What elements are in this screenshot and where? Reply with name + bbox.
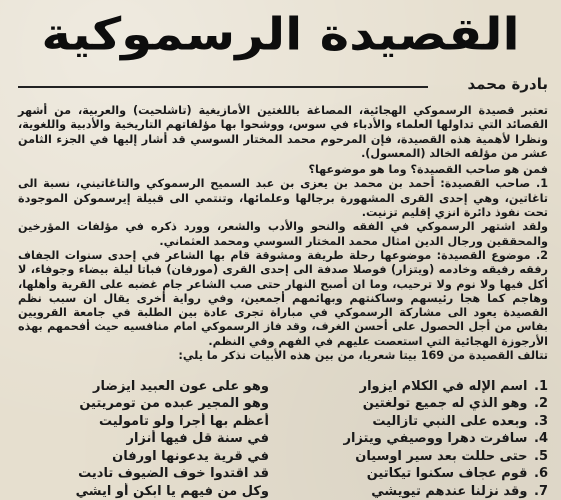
verse-text: وبعده على النبي تازاليت <box>372 413 528 429</box>
byline-rule <box>18 86 428 88</box>
verse-text: حتى حللت بعد سير اوسيان <box>355 448 528 464</box>
verse-text: وهو الذي له جميع تولغتين <box>362 396 528 412</box>
verse-text: اسم الإله في الكلام ايزوار <box>359 379 528 394</box>
verse-right-1 <box>297 378 548 395</box>
verse-text: سافرت دهرا ووصيفي ويتزار <box>343 431 528 447</box>
fame-paragraph: ولقد اشتهر الرسموكي في الفقه والنحو والأدب والشعر، وورد ذكره في مؤلفات المؤرخين والمحققين ورجال الدين امثال محمد المختار السوسي ومحمد العثماني. <box>18 220 548 248</box>
verse-left-2 <box>18 395 269 412</box>
verse-right-5 <box>297 448 548 465</box>
question-line: فمن هو صاحب القصيدة؟ وما هو موضوعها؟ <box>308 163 548 177</box>
author-section-paragraph: 1. صاحب القصيدة: أحمد بن محمد بن يعزى بن عبد السميح الرسموكي والتاغاتيني، نسبة الى تاغاتين، وهي إحدى القرى المشهورة برجالها وعلمائها، وتنتمي الى قبيلة إيرسموكن الموجودة تحت نفوذ دائرة انزي إقليم تزنيت. <box>18 177 548 220</box>
verse-number: 4. <box>534 431 548 447</box>
verse-right-7 <box>297 483 548 500</box>
verse-text: قوم عجاف سكنوا تيكاتين <box>366 466 528 482</box>
verse-left-6 <box>18 465 269 482</box>
verse-text: وكل من فيهم يا ابكن أو ايشي <box>75 483 269 499</box>
verse-number: 1. <box>534 379 548 394</box>
byline-row <box>18 72 548 98</box>
verse-number: 3. <box>534 413 548 429</box>
verse-left-5 <box>18 448 269 465</box>
article-body <box>18 104 548 363</box>
verse-text: في سنة قل فيها أنزار <box>126 431 269 447</box>
verse-left-3 <box>18 413 269 430</box>
verse-text: قد اقتدوا خوف الضيوف تاديت <box>78 466 269 482</box>
verses-grid <box>18 378 548 500</box>
verse-number: 2. <box>534 396 548 412</box>
intro-paragraph: تعتبر قصيدة الرسموكي الهجائية، المصاغة باللغتين الأمازيغية (تاشلحيت) والعربية، من أشهر القصائد التي تداولها العلماء والأدباء في سوس، ووشحوا بها مؤلفاتهم التاريخية والأدبية واللغوية، ونظرا لأهمية هذه القصيدة، فإن المرحوم محمد المختار السوسي قد أشار إليها في الجزء الثامن عشر من مؤلفه الخالد (المعسول). <box>18 104 548 160</box>
verse-text: وهو على عون العبيد ايزضار <box>93 379 269 394</box>
verse-number: 5. <box>534 448 548 464</box>
verse-right-6 <box>297 465 548 482</box>
verse-number: 7. <box>534 483 548 499</box>
verse-number: 6. <box>534 466 548 482</box>
verse-text: في قرية يدعونها اورفان <box>112 448 269 464</box>
verse-right-3 <box>297 413 548 430</box>
verse-right-4 <box>297 430 548 447</box>
verse-left-4 <box>18 430 269 447</box>
subject-section-paragraph: 2. موضوع القصيدة: موضوعها رحلة طريفة ومشوقة قام بها الشاعر في إحدى سنوات الجفاف رفقه رفيقه وخادمه (ويتزار) فوصلا صدفة الى إحدى القرى (مورفان) فباتا ليلة بيضاء وجوفاء، لا أكل فيها ولا نوم ولا ترحيب، وما ان أصبح النهار حتى صب الشاعر جام غضبه على القرية وأهلها، وهاجم كما هجا رئيسهم وساكنتهم وبهائمهم أجمعين، وفي رواية أخرى يقال ان سبب نظم القصيدة يعود الى مشاركة الرسموكي في مباراة تجرى عادة بين الطلبة في جامعة القرويين بفاس من أجل الحصول على أحسن الغرف، وقد فاز الرسموكي امام منافسيه حيث أفحمهم بهذه الأرجوزة الهجائية التي استعصت عليهم في الفهم وفي النظم. <box>18 248 548 348</box>
verse-text: أعظم بها أجرا ولو تاموليت <box>98 413 269 429</box>
verse-count-paragraph: تتالف القصيدة من 169 بيتا شعريا، من بين هذه الأبيات نذكر ما يلي: <box>178 349 548 363</box>
verse-text: وقد نزلنا عندهم تيويشي <box>371 483 528 499</box>
article-title: القصيدة الرسموكية <box>41 7 520 61</box>
verse-left-7 <box>18 483 269 500</box>
verse-left-1 <box>18 378 269 395</box>
verse-right-2 <box>297 395 548 412</box>
verse-text: وهو المجير عبده من تومريتين <box>79 396 269 412</box>
author-byline: بادرة محمد <box>467 75 548 93</box>
